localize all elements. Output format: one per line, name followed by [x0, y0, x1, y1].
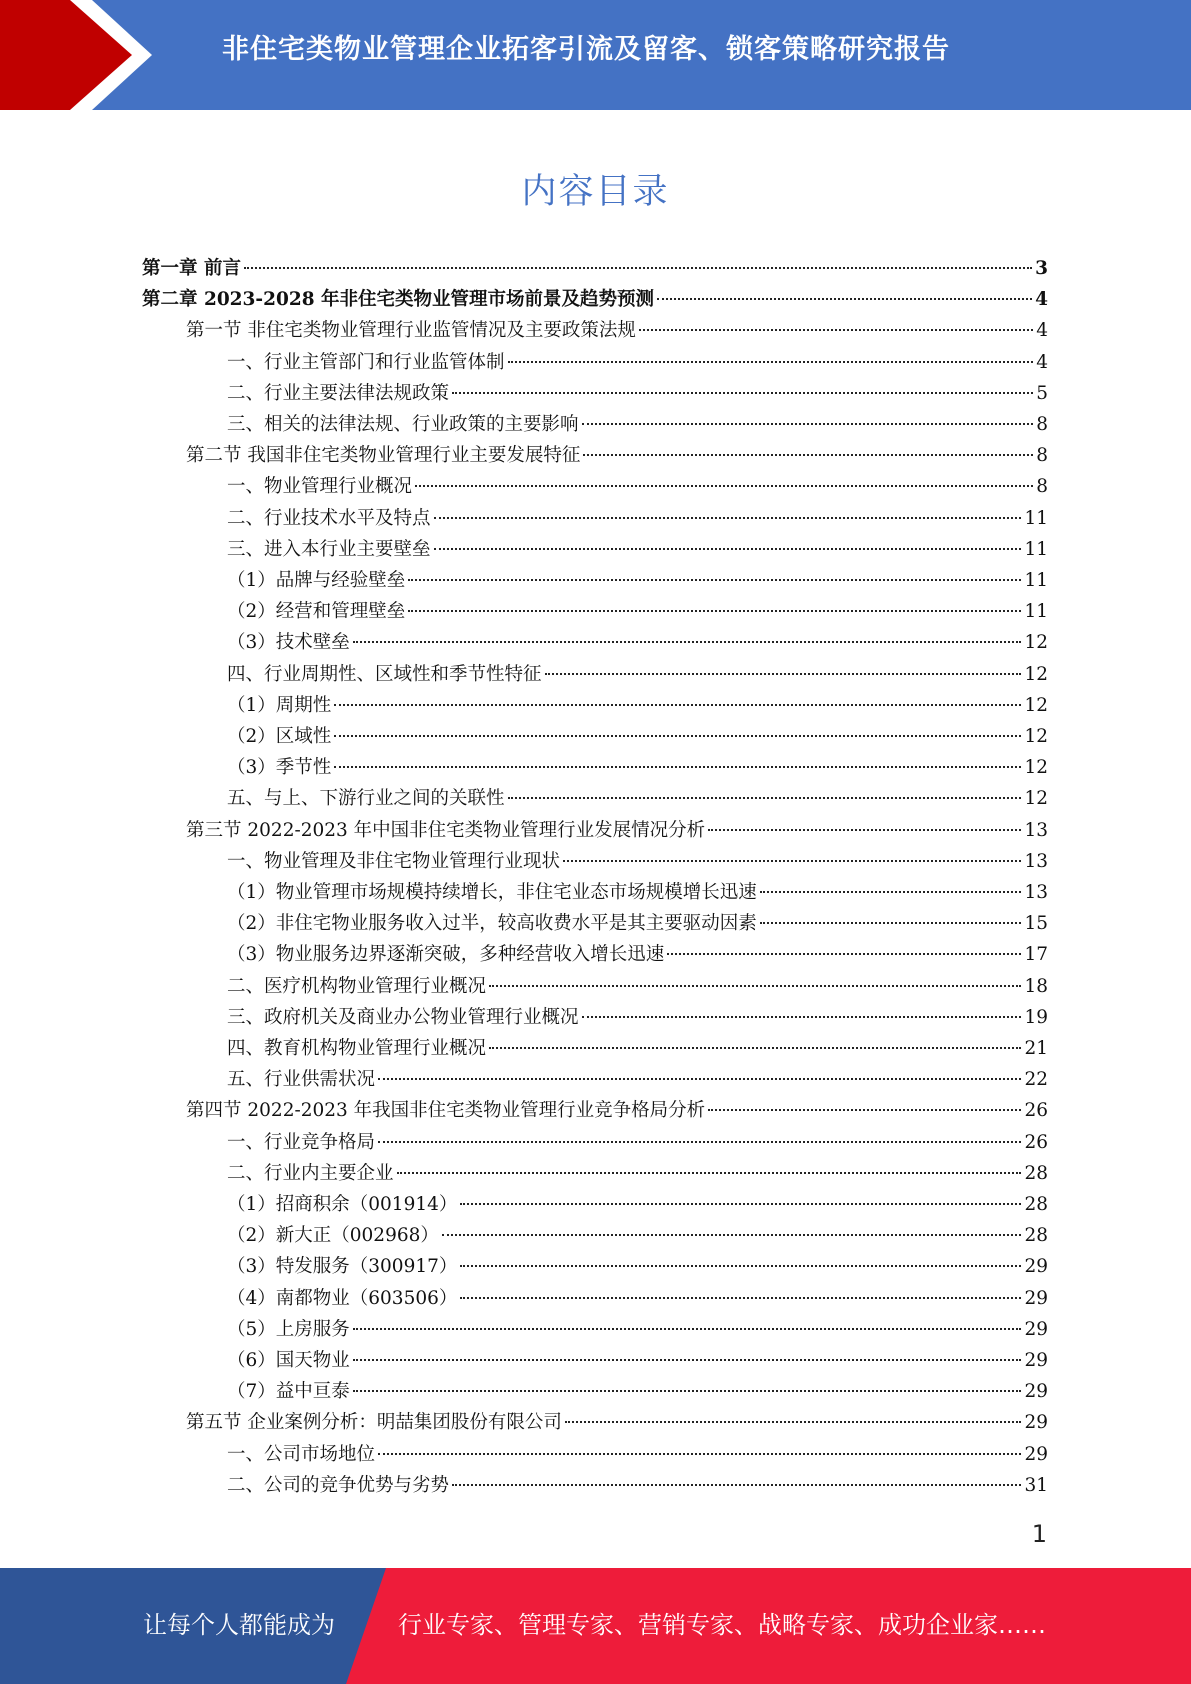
toc-entry-page: 4: [1035, 289, 1048, 311]
report-title: 非住宅类物业管理企业拓客引流及留客、锁客策略研究报告: [222, 34, 950, 65]
toc-dot-leader: [508, 360, 1034, 363]
toc-entry-page: 11: [1024, 570, 1048, 591]
toc-entry-title: 第二节 我国非住宅类物业管理行业主要发展特征: [186, 445, 581, 467]
toc-entry[interactable]: [227, 1158, 1048, 1189]
toc-entry[interactable]: [227, 846, 1048, 877]
toc-entry[interactable]: [227, 1189, 1048, 1220]
toc-dot-leader: [452, 391, 1033, 394]
toc-entry-page: 12: [1024, 726, 1048, 747]
toc-entry-page: 29: [1024, 1381, 1048, 1403]
toc-dot-leader: [460, 1264, 1021, 1267]
toc-entry[interactable]: [227, 471, 1048, 502]
toc-entry-page: 31: [1024, 1474, 1048, 1496]
toc-entry[interactable]: [186, 1095, 1048, 1126]
toc-entry[interactable]: [227, 378, 1048, 409]
toc-entry-title: （2）经营和管理壁垒: [227, 601, 406, 623]
toc-entry-title: 一、物业管理及非住宅物业管理行业现状: [227, 850, 561, 872]
toc-entry-page: 29: [1024, 1443, 1048, 1465]
toc-entry[interactable]: [227, 1220, 1048, 1251]
toc-entry-page: 29: [1024, 1318, 1048, 1340]
toc-entry-title: 一、物业管理行业概况: [227, 476, 413, 498]
toc-entry[interactable]: [227, 690, 1048, 721]
toc-entry-page: 5: [1036, 382, 1048, 404]
toc-entry[interactable]: [227, 409, 1048, 440]
toc-dot-leader: [408, 609, 1021, 612]
toc-entry[interactable]: [227, 1439, 1048, 1470]
toc-dot-leader: [353, 1327, 1022, 1330]
toc-entry-title: 第二章 2023-2028 年非住宅类物业管理市场前景及趋势预测: [142, 289, 655, 311]
toc-entry[interactable]: [186, 815, 1048, 846]
toc-entry-title: （7）益中亘泰: [227, 1381, 350, 1403]
toc-entry[interactable]: [227, 1064, 1048, 1095]
toc-entry-title: 四、行业周期性、区域性和季节性特征: [227, 663, 542, 685]
toc-entry[interactable]: [227, 939, 1048, 970]
toc-entry-page: 18: [1024, 975, 1048, 997]
toc-entry[interactable]: [227, 1033, 1048, 1064]
toc-entry-title: 四、教育机构物业管理行业概况: [227, 1038, 487, 1059]
toc-entry-page: 11: [1024, 601, 1048, 623]
toc-dot-leader: [657, 297, 1032, 300]
toc-heading: 内容目录: [521, 172, 670, 212]
toc-entry[interactable]: [227, 503, 1048, 534]
toc-entry-page: 21: [1024, 1038, 1048, 1059]
footer-slogan-right: 行业专家、管理专家、营销专家、战略专家、成功企业家……: [398, 1611, 1046, 1639]
toc-entry-title: 第一节 非住宅类物业管理行业监管情况及主要政策法规: [186, 320, 636, 342]
toc-entry-title: （5）上房服务: [227, 1318, 350, 1340]
toc-entry-page: 8: [1036, 414, 1048, 435]
toc-entry-page: 3: [1035, 258, 1048, 279]
toc-dot-leader: [378, 1077, 1021, 1080]
toc-entry[interactable]: [227, 783, 1048, 814]
toc-entry-title: 第五节 企业案例分析：明喆集团股份有限公司: [186, 1412, 562, 1434]
toc-dot-leader: [760, 890, 1022, 893]
toc-entry-title: （1）品牌与经验壁垒: [227, 570, 406, 591]
toc-entry-title: （3）特发服务（300917）: [227, 1256, 458, 1278]
toc-dot-leader: [639, 328, 1033, 331]
toc-dot-leader: [415, 484, 1033, 487]
footer-slogan-left: 让每个人都能成为: [143, 1611, 335, 1639]
toc-dot-leader: [545, 672, 1022, 675]
toc-entry-page: 12: [1024, 788, 1048, 810]
toc-dot-leader: [582, 1015, 1022, 1018]
toc-dot-leader: [452, 1483, 1021, 1486]
toc-dot-leader: [708, 828, 1021, 831]
toc-dot-leader: [353, 1358, 1022, 1361]
toc-entry-title: 二、公司的竞争优势与劣势: [227, 1474, 450, 1496]
toc-entry[interactable]: [227, 1345, 1048, 1376]
toc-entry-title: （3）技术壁垒: [227, 632, 350, 654]
toc-entry-title: 五、与上、下游行业之间的关联性: [227, 788, 505, 810]
toc-entry-page: 29: [1024, 1350, 1048, 1371]
toc-entry-title: （1）物业管理市场规模持续增长，非住宅业态市场规模增长迅速: [227, 882, 757, 903]
toc-entry[interactable]: [227, 877, 1048, 908]
toc-dot-leader: [244, 266, 1032, 269]
toc-entry-page: 4: [1036, 320, 1048, 342]
toc-entry-title: （2）区域性: [227, 726, 332, 747]
toc-entry[interactable]: [227, 1314, 1048, 1345]
toc-dot-leader: [408, 578, 1021, 581]
toc-dot-leader: [334, 734, 1021, 737]
toc-entry-title: （3）物业服务边界逐渐突破，多种经营收入增长迅速: [227, 944, 665, 966]
toc-entry-title: （2）非住宅物业服务收入过半，较高收费水平是其主要驱动因素: [227, 913, 757, 935]
toc-entry[interactable]: [227, 534, 1048, 565]
toc-entry[interactable]: [227, 596, 1048, 627]
toc-dot-leader: [378, 1140, 1021, 1143]
toc-dot-leader: [434, 516, 1022, 519]
toc-entry[interactable]: [227, 1127, 1048, 1158]
toc-entry-page: 8: [1036, 476, 1048, 498]
toc-entry-page: 13: [1024, 819, 1048, 841]
toc-entry-title: 三、政府机关及商业办公物业管理行业概况: [227, 1006, 579, 1028]
toc-entry-page: 12: [1024, 694, 1048, 716]
toc-entry-title: （6）国天物业: [227, 1350, 350, 1371]
toc-entry[interactable]: [186, 315, 1048, 346]
toc-entry-page: 4: [1036, 351, 1048, 373]
toc-entry[interactable]: [227, 565, 1048, 596]
toc-entry-page: 13: [1024, 882, 1048, 903]
toc-entry-page: 22: [1024, 1069, 1048, 1091]
toc-entry-title: （3）季节性: [227, 757, 332, 779]
toc-entry-title: 一、公司市场地位: [227, 1443, 376, 1465]
toc-entry-page: 29: [1024, 1256, 1048, 1278]
toc-entry-title: （1）周期性: [227, 694, 332, 716]
toc-dot-leader: [460, 1296, 1021, 1299]
toc-entry-title: 第三节 2022-2023 年中国非住宅类物业管理行业发展情况分析: [186, 819, 706, 841]
toc-entry[interactable]: [227, 627, 1048, 658]
toc-entry-title: （4）南都物业（603506）: [227, 1287, 458, 1309]
toc-dot-leader: [334, 765, 1021, 768]
toc-dot-leader: [583, 453, 1033, 456]
toc-entry-page: 12: [1024, 663, 1048, 685]
toc-dot-leader: [460, 1202, 1021, 1205]
toc-entry[interactable]: [227, 1470, 1048, 1501]
toc-dot-leader: [563, 859, 1021, 862]
toc-entry-title: （2）新大正（002968）: [227, 1225, 439, 1247]
toc-dot-leader: [434, 547, 1022, 550]
toc-entry-page: 26: [1024, 1100, 1048, 1122]
toc-entry-title: 一、行业竞争格局: [227, 1131, 376, 1153]
toc-entry-title: 二、行业技术水平及特点: [227, 507, 431, 529]
toc-entry-title: 第一章 前言: [142, 258, 241, 279]
toc-entry-page: 11: [1024, 538, 1048, 560]
toc-dot-leader: [582, 422, 1034, 425]
toc-dot-leader: [708, 1108, 1021, 1111]
toc-entry-page: 29: [1024, 1412, 1048, 1434]
toc-entry-title: 一、行业主管部门和行业监管体制: [227, 351, 505, 373]
toc-entry-title: （1）招商积余（001914）: [227, 1194, 458, 1215]
toc-entry-title: 三、相关的法律法规、行业政策的主要影响: [227, 414, 579, 435]
toc-entry-page: 28: [1024, 1225, 1048, 1247]
toc-entry-page: 19: [1024, 1006, 1048, 1028]
toc-entry-page: 13: [1024, 850, 1048, 872]
toc-entry-page: 12: [1024, 632, 1048, 654]
toc-entry[interactable]: [142, 284, 1048, 315]
toc-entry-page: 11: [1024, 507, 1048, 529]
toc-entry[interactable]: [227, 752, 1048, 783]
toc-entry[interactable]: [227, 1376, 1048, 1407]
toc-entry-title: 二、行业内主要企业: [227, 1162, 394, 1184]
page-number: 1: [1031, 1520, 1047, 1548]
toc-entry-title: 三、进入本行业主要壁垒: [227, 538, 431, 560]
toc-entry-page: 8: [1036, 445, 1048, 467]
toc-dot-leader: [397, 1171, 1022, 1174]
toc-dot-leader: [667, 952, 1021, 955]
toc-entry-page: 29: [1024, 1287, 1048, 1309]
toc-dot-leader: [442, 1233, 1022, 1236]
toc-entry-title: 第四节 2022-2023 年我国非住宅类物业管理行业竞争格局分析: [186, 1100, 706, 1122]
toc-entry[interactable]: [186, 440, 1048, 471]
toc-entry[interactable]: [227, 659, 1048, 690]
toc-entry-title: 五、行业供需状况: [227, 1069, 376, 1091]
toc-entry[interactable]: [227, 1251, 1048, 1282]
toc-entry[interactable]: [227, 1002, 1048, 1033]
page-header: [0, 0, 1191, 110]
toc-entry[interactable]: [142, 253, 1048, 284]
toc-dot-leader: [378, 1452, 1021, 1455]
toc-entry-page: 28: [1024, 1194, 1048, 1215]
toc-entry-page: 15: [1024, 913, 1048, 935]
page-footer: [0, 1568, 1191, 1684]
toc-entry-page: 26: [1024, 1131, 1048, 1153]
toc-entry[interactable]: [227, 721, 1048, 752]
toc-entry-title: 二、医疗机构物业管理行业概况: [227, 975, 487, 997]
toc-dot-leader: [334, 703, 1021, 706]
toc-entry[interactable]: [227, 1283, 1048, 1314]
toc-dot-leader: [353, 640, 1022, 643]
toc-entry-page: 17: [1024, 944, 1048, 966]
toc-dot-leader: [760, 921, 1022, 924]
toc-entry-page: 28: [1024, 1162, 1048, 1184]
toc-dot-leader: [565, 1420, 1022, 1423]
toc-entry[interactable]: [186, 1407, 1048, 1438]
toc-entry-title: 二、行业主要法律法规政策: [227, 382, 450, 404]
toc-dot-leader: [353, 1389, 1022, 1392]
toc-dot-leader: [489, 984, 1021, 987]
toc-dot-leader: [508, 796, 1022, 799]
toc-entry-page: 12: [1024, 757, 1048, 779]
toc-dot-leader: [489, 1046, 1021, 1049]
toc-entry[interactable]: [227, 971, 1048, 1002]
toc-entry[interactable]: [227, 347, 1048, 378]
toc-entry[interactable]: [227, 908, 1048, 939]
